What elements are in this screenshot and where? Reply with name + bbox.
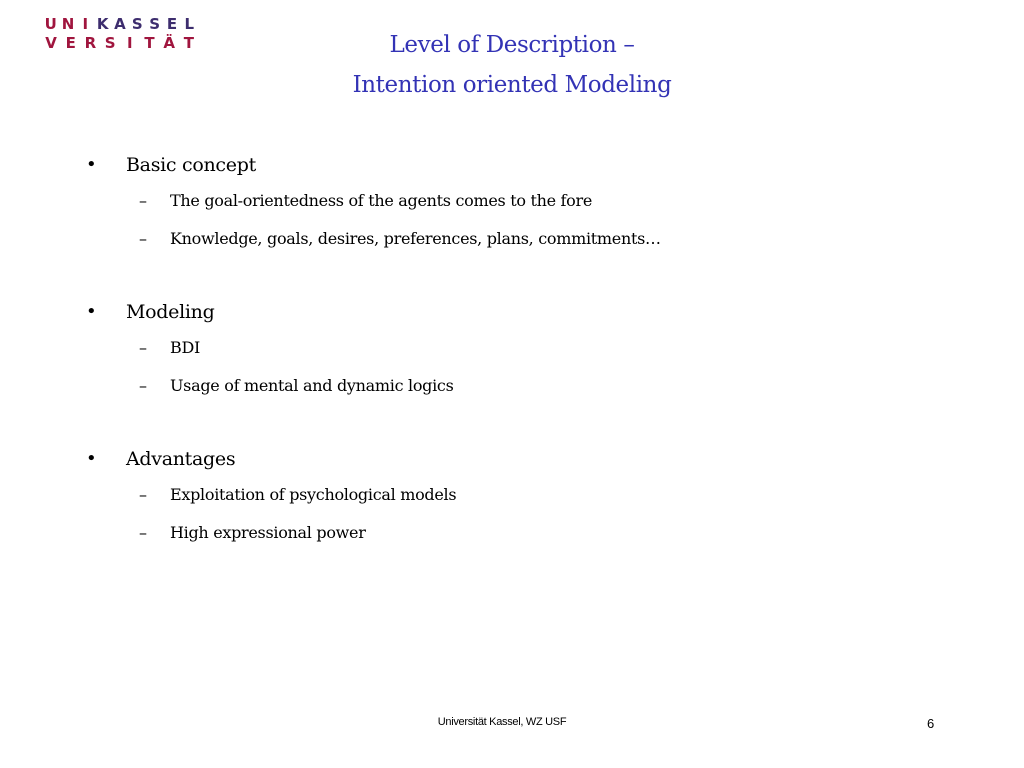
sub-bullet-text: The goal-orientedness of the agents comes to the fore [170,191,593,210]
dash-icon: – [139,376,147,395]
dash-icon: – [139,523,147,542]
dash-icon: – [139,191,147,210]
sub-bullet [86,367,966,405]
logo-letter: Ä [163,34,176,52]
slide-body [86,148,966,552]
bullet-heading-text: Modeling [126,301,215,323]
logo-letter: U [44,15,57,33]
slide-title-line1: Level of Description – [389,32,635,58]
logo-letter: E [166,15,178,33]
section-gap [86,258,966,295]
logo-letter: L [184,15,195,33]
bullet-heading [86,295,966,329]
sub-bullet [86,220,966,258]
sub-bullet-text: Exploitation of psychological models [170,485,457,504]
logo-letter: V [45,34,57,52]
sub-bullet [86,514,966,552]
bullet-heading-text: Basic concept [126,154,256,176]
bullet-icon: • [86,154,97,175]
section-gap [86,405,966,442]
logo-letter: E [65,34,76,52]
logo-letter: K [96,15,109,33]
bullet-heading-text: Advantages [126,448,236,470]
bullet-icon: • [86,448,97,469]
slide-title-line2: Intention oriented Modeling [352,72,672,98]
logo-letter: S [131,15,143,33]
bullet-heading [86,442,966,476]
bullet-icon: • [86,301,97,322]
dash-icon: – [139,338,147,357]
sub-bullet-text: High expressional power [170,523,366,542]
logo-letter: I [127,34,133,52]
sub-bullet [86,329,966,367]
dash-icon: – [139,229,147,248]
footer-text: Universität Kassel, WZ USF [437,716,567,728]
sub-bullet [86,182,966,220]
logo-letter: I [82,15,89,33]
sub-bullet-text: Knowledge, goals, desires, preferences, plans, commitments… [170,229,661,248]
logo-letter: N [61,15,75,33]
logo-letter: A [114,15,126,33]
sub-bullet-text: BDI [170,338,201,357]
sub-bullet [86,476,966,514]
slide-title [0,25,1024,105]
bullet-heading [86,148,966,182]
page-number: 6 [927,716,935,731]
logo-letter: S [104,34,116,52]
slide-footer [0,716,1024,728]
logo-letter: R [84,34,97,52]
logo-letter: T [144,34,155,52]
dash-icon: – [139,485,147,504]
sub-bullet-text: Usage of mental and dynamic logics [170,376,454,395]
logo-letter: S [149,15,161,33]
logo-letter: T [183,34,195,52]
